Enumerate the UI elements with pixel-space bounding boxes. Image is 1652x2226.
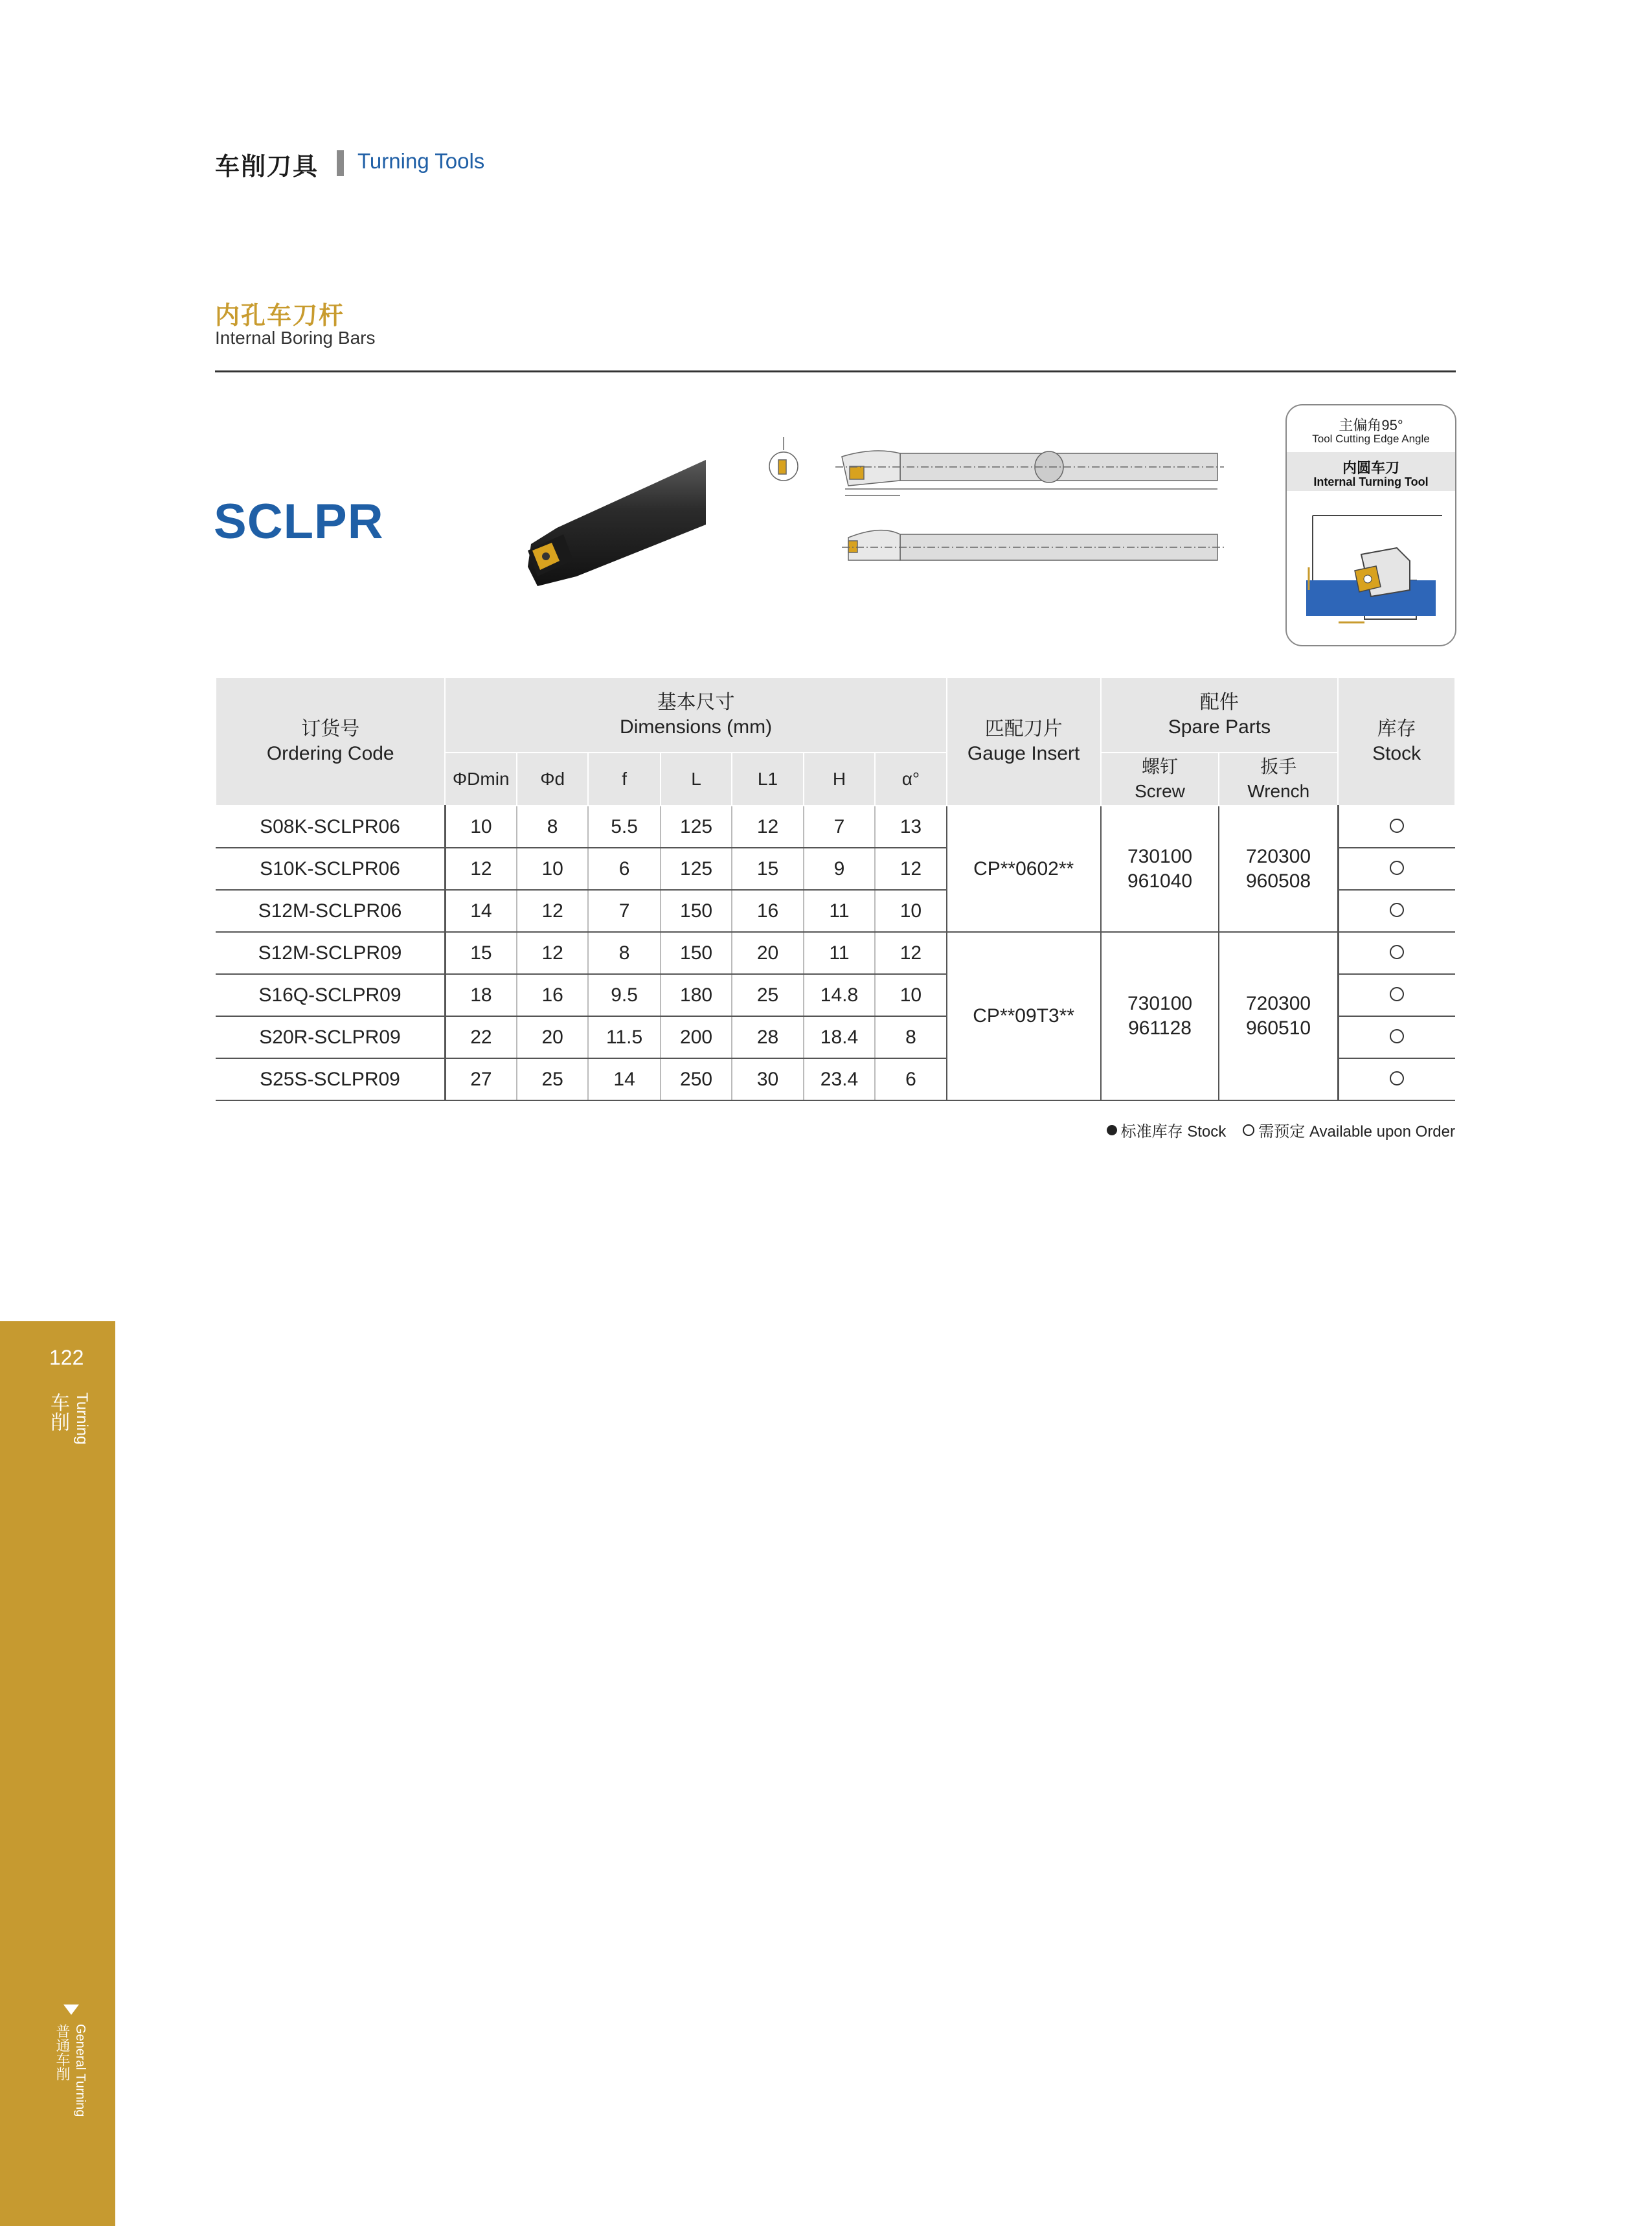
tool-type-zh: 内圆车刀 — [1342, 460, 1399, 476]
header-dmin: ΦDmin — [445, 753, 516, 806]
sidebar-subcategory — [54, 2005, 93, 2121]
cell-dmin: 14 — [445, 890, 516, 932]
header-dimensions: 基本尺寸 Dimensions (mm) — [445, 677, 946, 753]
header-screw: 螺钉 Screw — [1101, 753, 1219, 806]
table-row — [216, 806, 1455, 848]
cell-h: 11 — [804, 890, 875, 932]
stock-circle-icon — [1390, 861, 1404, 875]
cell-stock — [1338, 974, 1455, 1016]
cell-stock — [1338, 1016, 1455, 1058]
cell-f: 9.5 — [588, 974, 660, 1016]
header-title-en: Turning Tools — [357, 149, 485, 173]
cell-code: S12M-SCLPR09 — [216, 932, 445, 974]
angle-title-en: Tool Cutting Edge Angle — [1312, 433, 1430, 445]
cell-wrench: 720300 960510 — [1219, 932, 1338, 1100]
header-alpha: α° — [875, 753, 946, 806]
cell-stock — [1338, 890, 1455, 932]
cell-l: 180 — [661, 974, 732, 1016]
cell-alpha: 12 — [875, 932, 946, 974]
cell-gauge-insert: CP**09T3** — [947, 932, 1101, 1100]
cell-l1: 28 — [732, 1016, 803, 1058]
cell-h: 14.8 — [804, 974, 875, 1016]
section-rule — [215, 370, 1456, 372]
cell-d: 8 — [517, 806, 588, 848]
cell-h: 7 — [804, 806, 875, 848]
cell-code: S25S-SCLPR09 — [216, 1058, 445, 1100]
cell-wrench: 720300 960508 — [1219, 806, 1338, 932]
cell-alpha: 10 — [875, 890, 946, 932]
cell-screw: 730100 961040 — [1101, 806, 1219, 932]
cell-h: 23.4 — [804, 1058, 875, 1100]
cell-gauge-insert: CP**0602** — [947, 806, 1101, 932]
stock-circle-icon — [1390, 1071, 1404, 1085]
header-d: Φd — [517, 753, 588, 806]
cell-alpha: 13 — [875, 806, 946, 848]
cell-l: 125 — [661, 848, 732, 890]
cell-l: 125 — [661, 806, 732, 848]
sidebar-category — [47, 1392, 91, 1490]
cell-d: 20 — [517, 1016, 588, 1058]
stock-circle-icon — [1390, 945, 1404, 959]
cell-f: 6 — [588, 848, 660, 890]
cell-h: 9 — [804, 848, 875, 890]
cell-dmin: 22 — [445, 1016, 516, 1058]
cell-l1: 15 — [732, 848, 803, 890]
cell-dmin: 10 — [445, 806, 516, 848]
filled-dot-icon — [1107, 1125, 1117, 1135]
tool-type-en: Internal Turning Tool — [1313, 475, 1429, 488]
category-zh: 车削 — [47, 1392, 69, 1431]
cell-d: 10 — [517, 848, 588, 890]
internal-turning-diagram — [1300, 509, 1442, 632]
header-f: f — [588, 753, 660, 806]
cell-code: S08K-SCLPR06 — [216, 806, 445, 848]
cell-l1: 25 — [732, 974, 803, 1016]
cell-l1: 20 — [732, 932, 803, 974]
cell-f: 11.5 — [588, 1016, 660, 1058]
cell-f: 14 — [588, 1058, 660, 1100]
cell-l: 150 — [661, 932, 732, 974]
legend-order: 需预定 Available upon Order — [1258, 1123, 1455, 1141]
header-wrench: 扳手 Wrench — [1219, 753, 1338, 806]
cell-l1: 30 — [732, 1058, 803, 1100]
stock-circle-icon — [1390, 903, 1404, 917]
header-stock: 库存 Stock — [1338, 677, 1455, 806]
cell-l1: 16 — [732, 890, 803, 932]
header-gauge-insert: 匹配刀片 Gauge Insert — [947, 677, 1101, 806]
subcategory-en: General Turning — [73, 2024, 87, 2117]
cell-f: 8 — [588, 932, 660, 974]
triangle-down-icon — [63, 2005, 79, 2015]
page-number: 122 — [49, 1346, 84, 1369]
cell-dmin: 27 — [445, 1058, 516, 1100]
category-en: Turning — [73, 1392, 91, 1445]
cell-alpha: 12 — [875, 848, 946, 890]
product-code: SCLPR — [214, 494, 384, 549]
cell-stock — [1338, 932, 1455, 974]
cell-dmin: 15 — [445, 932, 516, 974]
header-divider — [337, 150, 344, 176]
header-h: H — [804, 753, 875, 806]
cell-d: 12 — [517, 932, 588, 974]
cell-stock — [1338, 848, 1455, 890]
header-ordering-code: 订货号 Ordering Code — [216, 677, 445, 806]
boring-bar-photo — [492, 447, 706, 596]
header-spare-parts: 配件 Spare Parts — [1101, 677, 1339, 753]
cell-stock — [1338, 806, 1455, 848]
product-table — [215, 677, 1456, 1101]
cell-h: 11 — [804, 932, 875, 974]
cell-d: 12 — [517, 890, 588, 932]
cell-dmin: 18 — [445, 974, 516, 1016]
angle-title-zh: 主偏角95° — [1339, 417, 1403, 433]
cell-l1: 12 — [732, 806, 803, 848]
header-l: L — [661, 753, 732, 806]
cell-dmin: 12 — [445, 848, 516, 890]
cell-l: 200 — [661, 1016, 732, 1058]
cell-alpha: 6 — [875, 1058, 946, 1100]
stock-circle-icon — [1390, 1029, 1404, 1043]
cell-l: 150 — [661, 890, 732, 932]
cell-f: 5.5 — [588, 806, 660, 848]
cell-code: S16Q-SCLPR09 — [216, 974, 445, 1016]
stock-circle-icon — [1390, 819, 1404, 833]
header-title-zh: 车削刀具 — [215, 153, 319, 181]
section-title-zh: 内孔车刀杆 — [215, 302, 345, 330]
cell-h: 18.4 — [804, 1016, 875, 1058]
cell-alpha: 10 — [875, 974, 946, 1016]
cell-code: S20R-SCLPR09 — [216, 1016, 445, 1058]
cell-stock — [1338, 1058, 1455, 1100]
cell-l: 250 — [661, 1058, 732, 1100]
cell-screw: 730100 961128 — [1101, 932, 1219, 1100]
subcategory-zh: 普通车削 — [54, 2024, 71, 2081]
header-l1: L1 — [732, 753, 803, 806]
table-row — [216, 932, 1455, 974]
cell-d: 16 — [517, 974, 588, 1016]
cutting-angle-box — [1285, 404, 1456, 646]
legend-stock: 标准库存 Stock — [1120, 1123, 1227, 1141]
cell-d: 25 — [517, 1058, 588, 1100]
cell-code: S12M-SCLPR06 — [216, 890, 445, 932]
stock-legend — [1107, 1119, 1455, 1141]
cell-f: 7 — [588, 890, 660, 932]
section-title-en: Internal Boring Bars — [215, 328, 376, 348]
technical-drawing — [751, 427, 1230, 576]
open-circle-icon — [1243, 1124, 1254, 1136]
cell-code: S10K-SCLPR06 — [216, 848, 445, 890]
stock-circle-icon — [1390, 987, 1404, 1001]
cell-alpha: 8 — [875, 1016, 946, 1058]
